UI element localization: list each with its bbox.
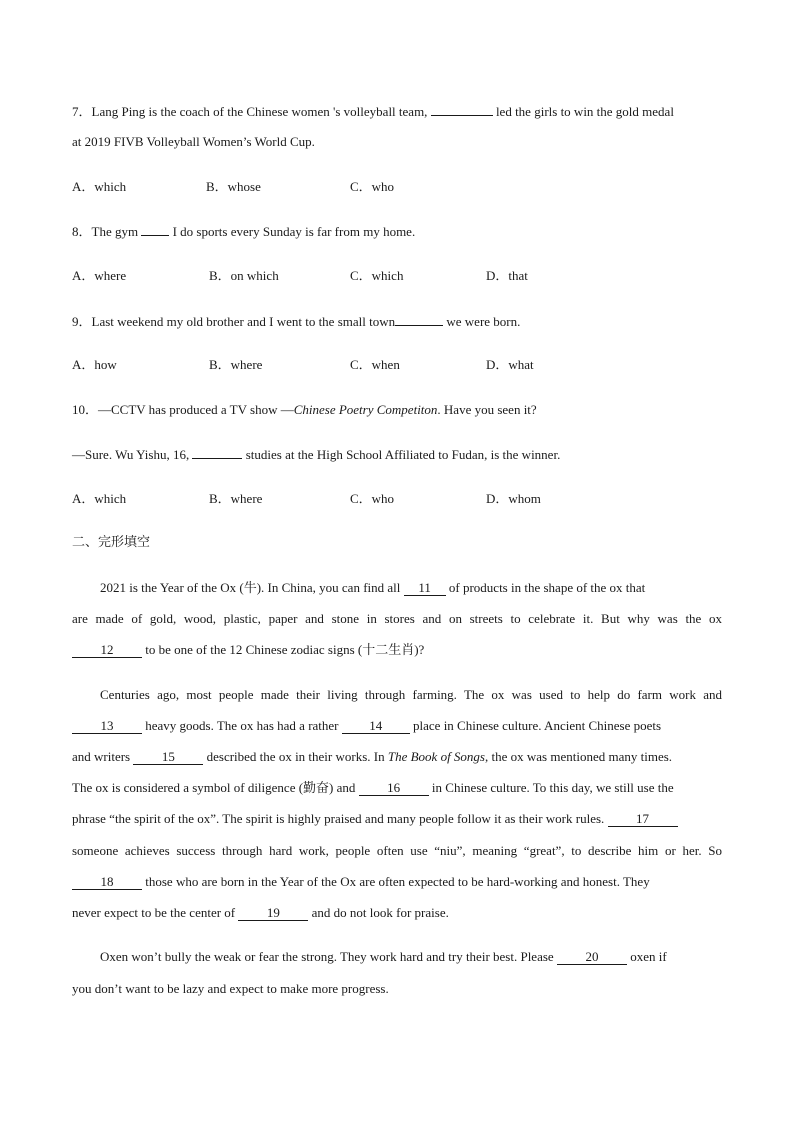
passage-text: described the ox in their works. In xyxy=(203,749,388,764)
question-7-line2: at 2019 FIVB Volleyball Women’s World Cup. xyxy=(72,134,315,149)
option-a: A．which xyxy=(72,491,127,506)
blank-19: 19 xyxy=(238,906,308,921)
option-b: B．on which xyxy=(209,268,279,283)
blank-12: 12 xyxy=(72,643,142,658)
question-7-line1 xyxy=(72,103,674,120)
option-a: A．which xyxy=(72,179,127,194)
passage-text: and do not look for praise. xyxy=(308,905,449,920)
passage-text: in Chinese culture. To this day, we still use the xyxy=(428,780,674,795)
passage-p2-line3 xyxy=(72,749,672,765)
question-8-stem: 8．The gym xyxy=(72,224,142,239)
blank-13: 13 xyxy=(72,719,142,734)
answer-blank xyxy=(431,103,493,116)
passage-p2-line2 xyxy=(72,718,661,734)
show-title: Chinese Poetry Competiton xyxy=(293,402,438,417)
passage-text: to be one of the 12 Chinese zodiac signs (十二生肖)? xyxy=(142,642,425,657)
passage-p2-line1: Centuries ago, most people made their living through farming. The ox was used to help do farm work and xyxy=(100,687,722,702)
passage-text: 2021 is the Year of the Ox (牛). In China, you can find all xyxy=(100,580,404,595)
question-8-stem-end: I do sports every Sunday is far from my home. xyxy=(169,224,416,239)
question-10-stem-end: . Have you seen it? xyxy=(437,402,537,417)
passage-p2-line8 xyxy=(72,905,449,921)
question-10-reply-end: studies at the High School Affiliated to Fudan, is the winner. xyxy=(242,447,561,462)
option-b: B．where xyxy=(209,357,263,372)
passage-text: phrase “the spirit of the ox”. The spirit is highly praised and many people follow it as their work rules. xyxy=(72,811,608,826)
question-9-line1 xyxy=(72,313,520,330)
passage-text: Oxen won’t bully the weak or fear the strong. They work hard and try their best. Please xyxy=(100,949,557,964)
passage-p2-line4 xyxy=(72,780,674,796)
passage-p3-line1 xyxy=(100,949,667,965)
passage-p1-line1 xyxy=(100,580,645,596)
option-d: D．what xyxy=(486,357,534,372)
question-7-stem-end: led the girls to win the gold medal xyxy=(492,104,674,119)
question-10-reply: —Sure. Wu Yishu, 16, xyxy=(72,447,193,462)
blank-16: 16 xyxy=(359,781,429,796)
question-9-stem-end: we were born. xyxy=(443,314,521,329)
blank-11: 11 xyxy=(404,581,446,596)
option-a: A．how xyxy=(72,357,117,372)
section-title: 二、完形填空 xyxy=(72,535,151,550)
question-7-stem: 7．Lang Ping is the coach of the Chinese women 's volleyball team, xyxy=(72,104,431,119)
question-8-line1 xyxy=(72,223,415,240)
question-10-stem: 10．—CCTV has produced a TV show — xyxy=(72,402,294,417)
answer-blank xyxy=(395,313,443,326)
option-b: B．where xyxy=(209,491,263,506)
option-d: D．that xyxy=(486,268,528,283)
blank-20: 20 xyxy=(557,950,627,965)
passage-p2-line5 xyxy=(72,811,678,827)
passage-text: and writers xyxy=(72,749,134,764)
option-d: D．whom xyxy=(486,491,541,506)
passage-p3-line2: you don’t want to be lazy and expect to make more progress. xyxy=(72,981,389,996)
passage-p1-line3 xyxy=(72,642,424,658)
question-9-stem: 9．Last weekend my old brother and I went to the small town xyxy=(72,314,396,329)
option-c: C．who xyxy=(350,179,395,194)
passage-text: never expect to be the center of xyxy=(72,905,239,920)
passage-text: The ox is considered a symbol of diligence (勤奋) and xyxy=(72,780,359,795)
question-10-line1 xyxy=(72,402,537,418)
answer-blank xyxy=(192,446,242,459)
passage-p2-line7 xyxy=(72,874,650,890)
passage-p1-line2: are made of gold, wood, plastic, paper and stone in stores and on streets to celebrate it. But why was the ox xyxy=(72,611,722,626)
passage-text: those who are born in the Year of the Ox are often expected to be hard-working and honest. They xyxy=(142,874,650,889)
option-b: B．whose xyxy=(206,179,261,194)
option-c: C．when xyxy=(350,357,400,372)
option-c: C．which xyxy=(350,268,404,283)
passage-text: , the ox was mentioned many times. xyxy=(485,749,673,764)
passage-text: oxen if xyxy=(626,949,667,964)
blank-14: 14 xyxy=(342,719,410,734)
option-a: A．where xyxy=(72,268,127,283)
passage-text: of products in the shape of the ox that xyxy=(445,580,646,595)
passage-p2-line6: someone achieves success through hard work, people often use “niu”, meaning “great”, to describe him or her. So xyxy=(72,843,722,858)
option-c: C．who xyxy=(350,491,395,506)
blank-17: 17 xyxy=(608,812,678,827)
book-title: The Book of Songs xyxy=(387,749,485,764)
blank-15: 15 xyxy=(133,750,203,765)
passage-text: place in Chinese culture. Ancient Chinese poets xyxy=(409,718,662,733)
question-10-line2 xyxy=(72,446,560,463)
answer-blank xyxy=(141,223,169,236)
blank-18: 18 xyxy=(72,875,142,890)
passage-text: heavy goods. The ox has had a rather xyxy=(142,718,342,733)
